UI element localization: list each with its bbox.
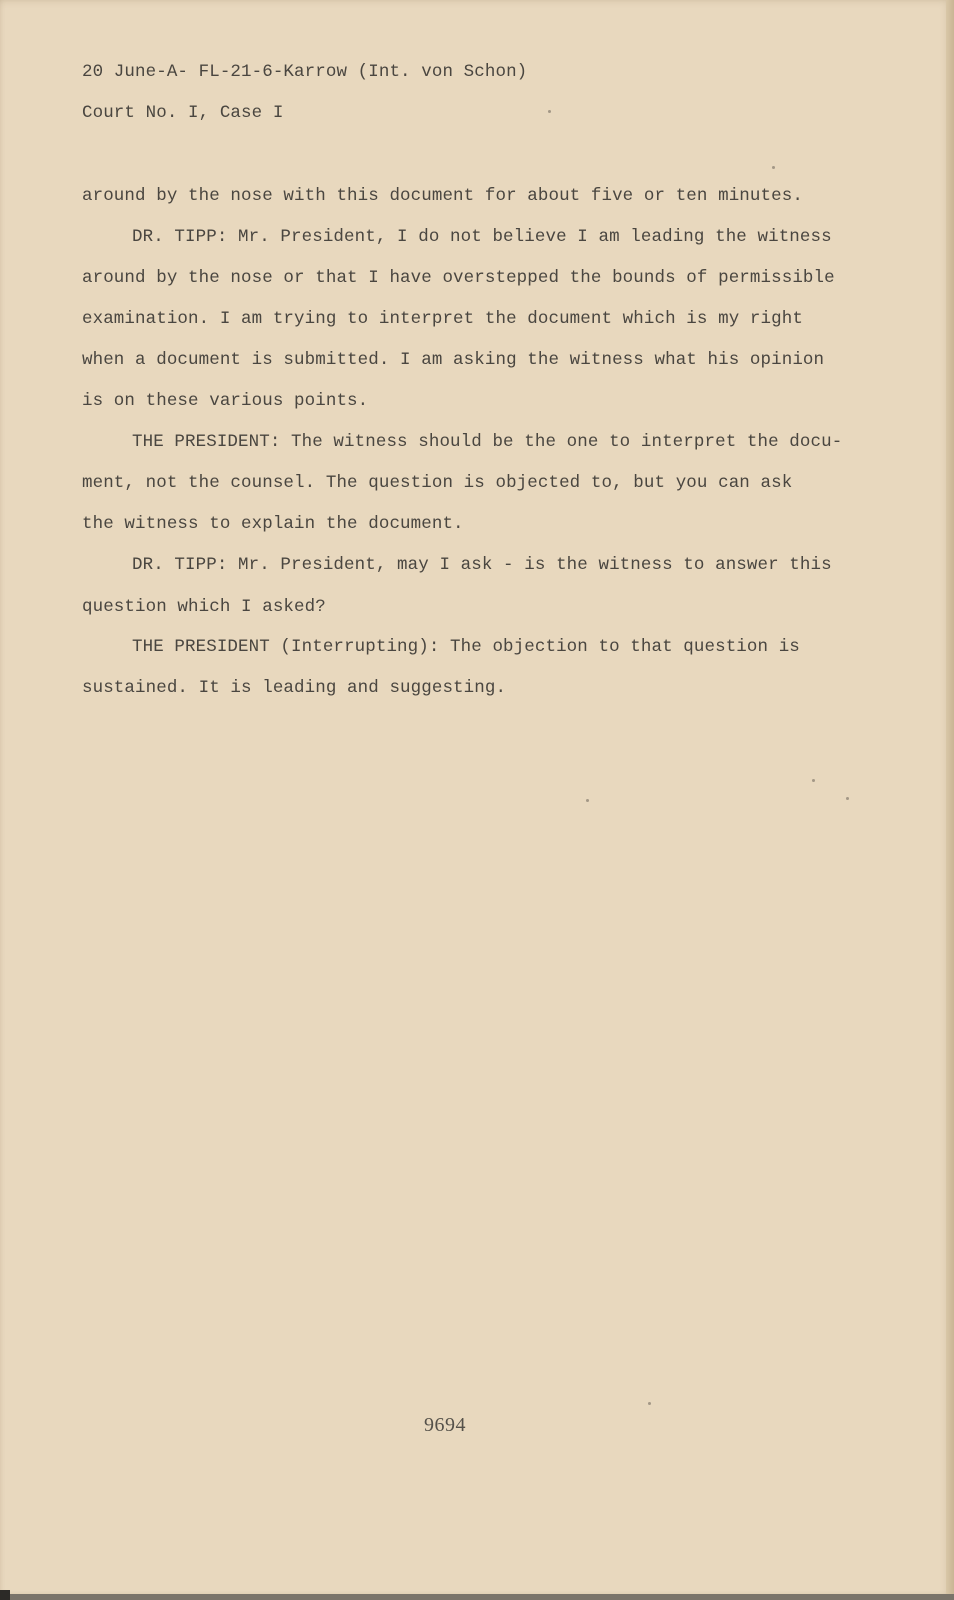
document-reference: 20 June-A- FL-21-6-Karrow (Int. von Schon) — [82, 62, 528, 82]
paper-speck — [772, 166, 775, 169]
paper-speck — [548, 110, 551, 113]
paper-speck — [586, 799, 589, 802]
transcript-line: THE PRESIDENT (Interrupting): The objection to that question is — [132, 637, 800, 657]
page-right-edge — [946, 0, 954, 1600]
page-number: 9694 — [424, 1414, 466, 1436]
scan-corner-mark — [0, 1590, 10, 1600]
scan-bottom-border — [0, 1594, 954, 1600]
transcript-line: DR. TIPP: Mr. President, I do not believe I am leading the witness — [132, 227, 832, 247]
transcript-line: when a document is submitted. I am asking the witness what his opinion — [82, 350, 825, 370]
transcript-line: examination. I am trying to interpret the document which is my right — [82, 309, 803, 329]
transcript-line: around by the nose or that I have overstepped the bounds of permissible — [82, 268, 835, 288]
paper-speck — [812, 779, 815, 782]
transcript-line: the witness to explain the document. — [82, 514, 464, 534]
transcript-line: DR. TIPP: Mr. President, may I ask - is the witness to answer this — [132, 555, 832, 575]
transcript-line: ment, not the counsel. The question is objected to, but you can ask — [82, 473, 793, 493]
transcript-line: question which I asked? — [82, 597, 326, 617]
transcript-line: is on these various points. — [82, 391, 369, 411]
transcript-line: THE PRESIDENT: The witness should be the one to interpret the docu- — [132, 432, 843, 452]
transcript-line: around by the nose with this document for about five or ten minutes. — [82, 186, 803, 206]
paper-speck — [648, 1402, 651, 1405]
court-case-label: Court No. I, Case I — [82, 103, 284, 123]
transcript-line: sustained. It is leading and suggesting. — [82, 678, 507, 698]
paper-speck — [846, 797, 849, 800]
